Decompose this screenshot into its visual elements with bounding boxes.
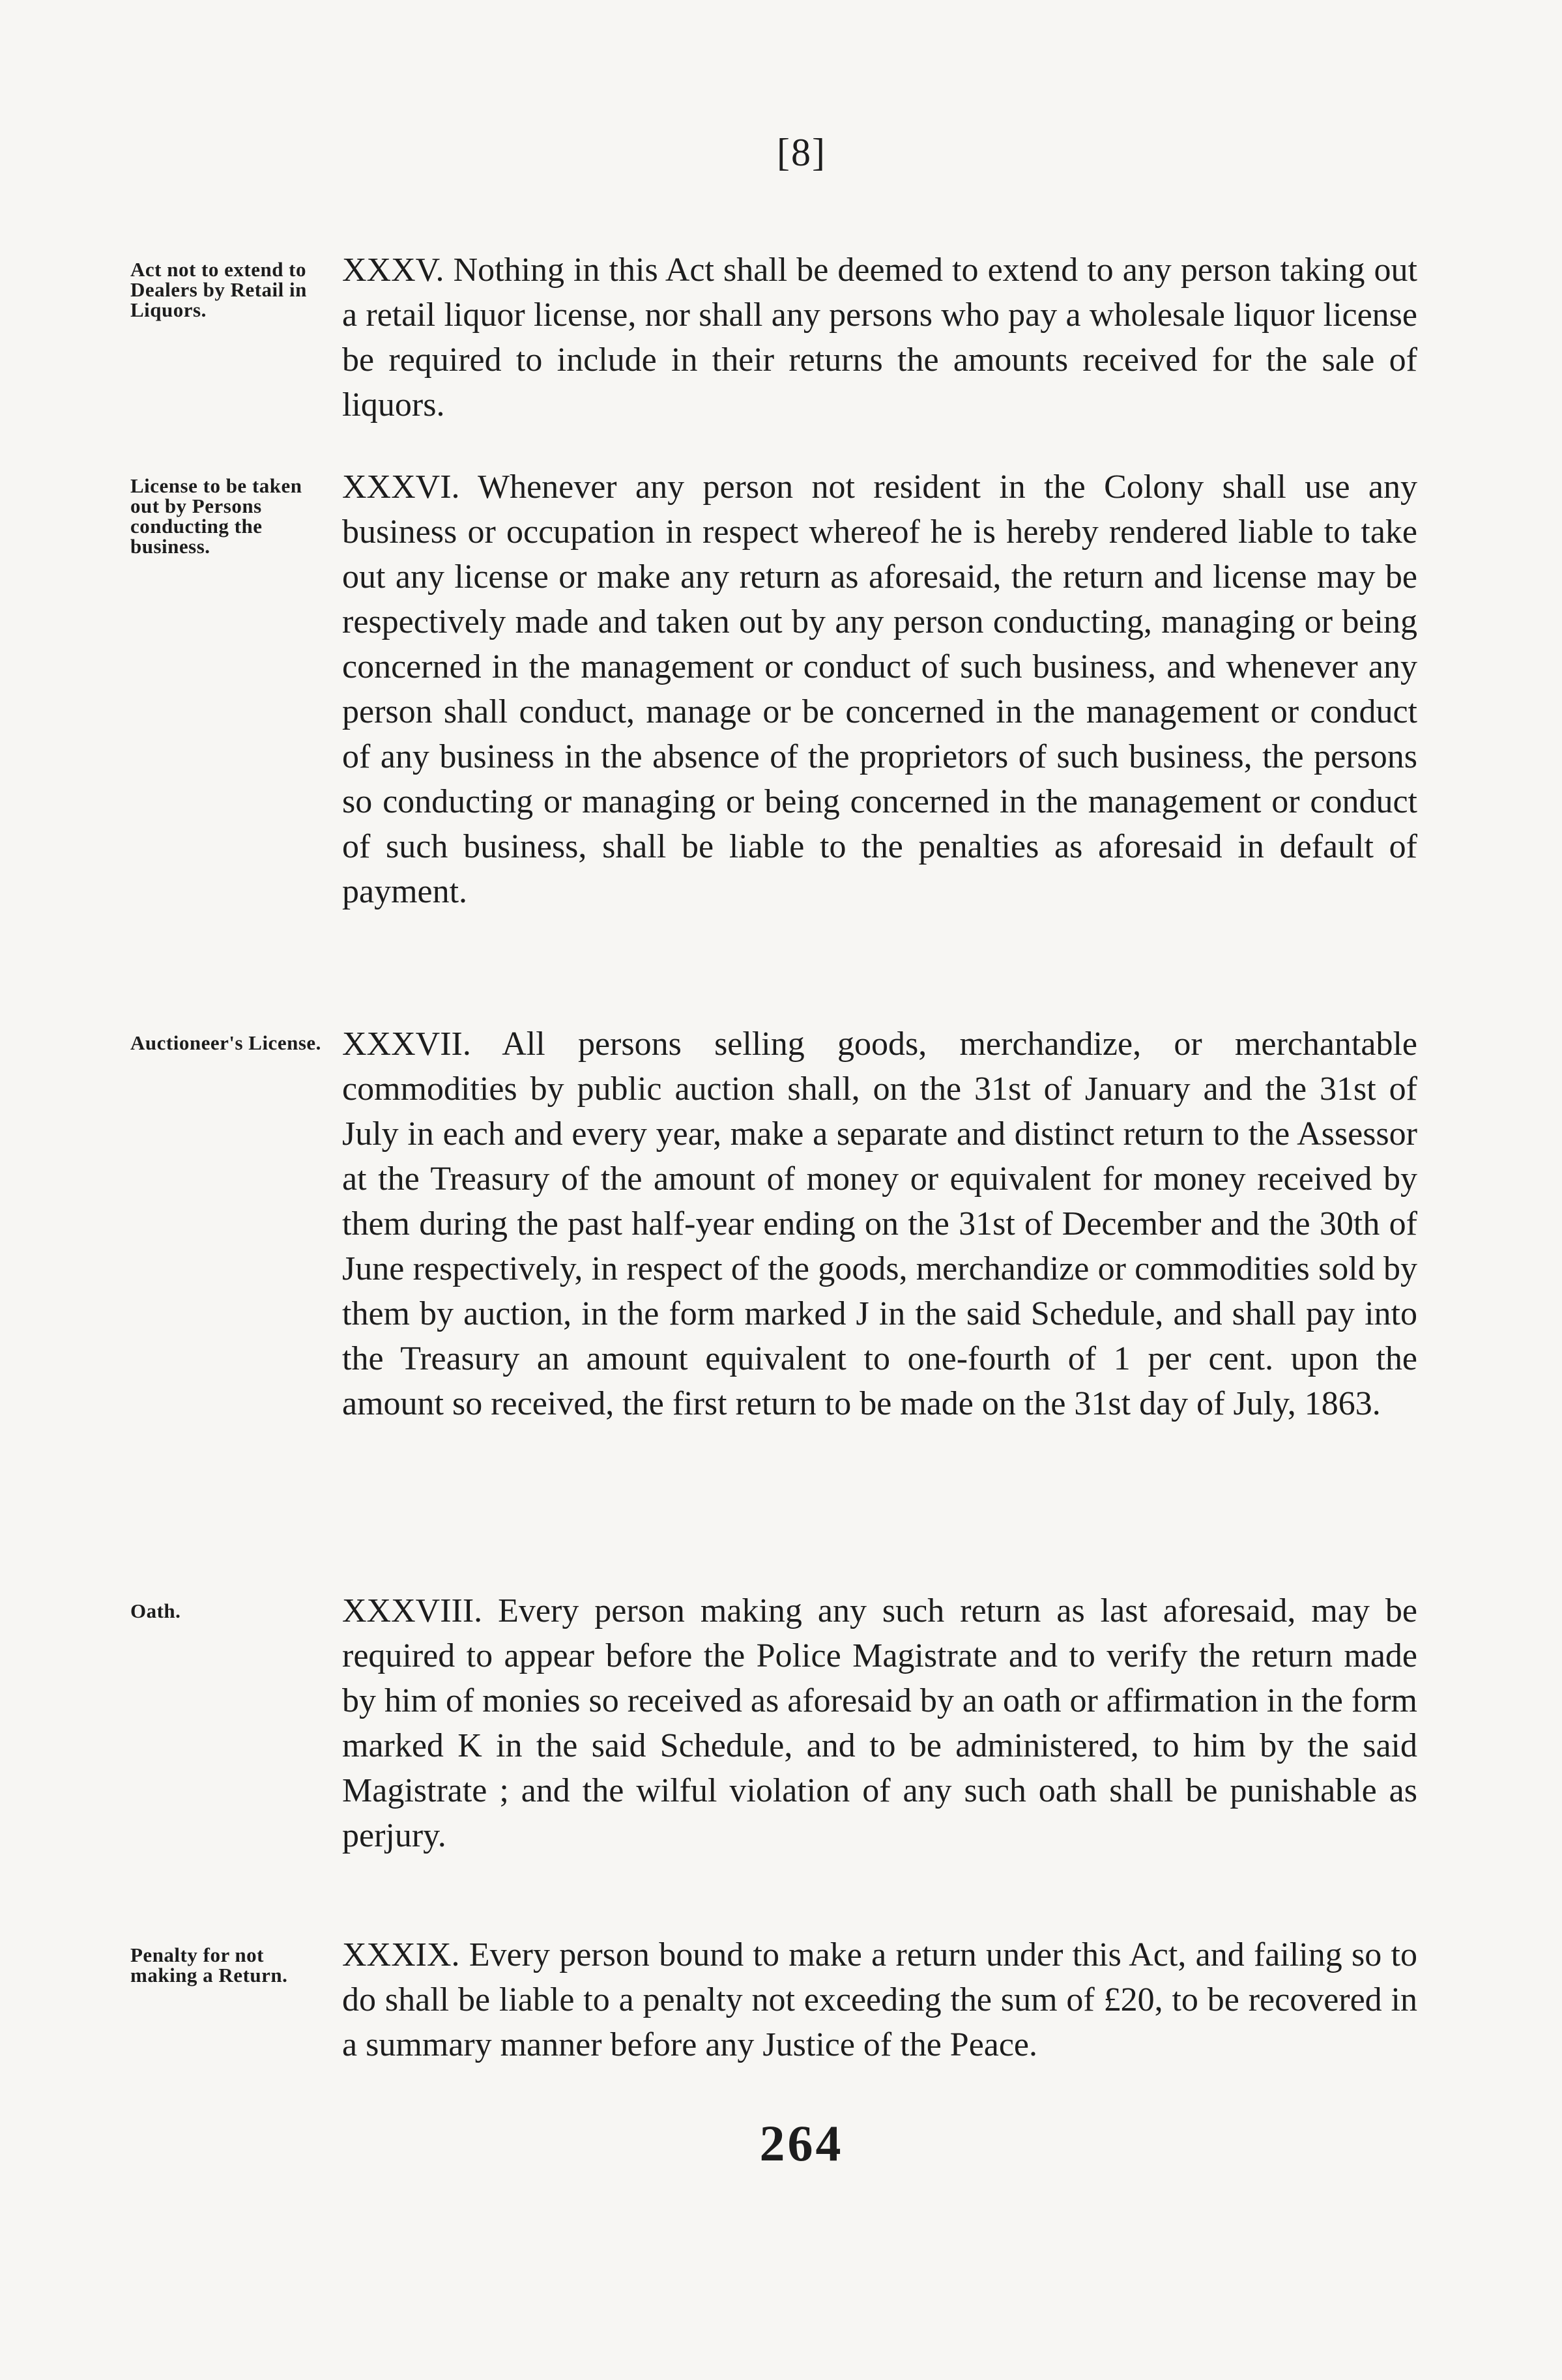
side-note: Act not to extend to Dealers by Retail in Liquors. bbox=[130, 258, 307, 321]
side-note: Auctioneer's License. bbox=[130, 1031, 321, 1054]
section-number: XXXVIII. bbox=[342, 1592, 483, 1629]
section-body bbox=[342, 248, 1417, 427]
section-body bbox=[342, 465, 1417, 914]
section-number: XXXIX. bbox=[342, 1936, 460, 1973]
section-body bbox=[342, 1022, 1417, 1426]
section-text: All persons selling goods, merchandize, or merchantable commodities by public auction shall, on the 31st of January and the 31st of July in each and every year, make a separate and distinct return to the Assessor at the Treasury of the amount of money or equivalent for money received by them during the past half-year ending on the 31st of December and the 30th of June respectively, in respect of the goods, merchandize or commodities sold by them by auction, in the form marked J in the said Schedule, and shall pay into the Treasury an amount equivalent to one-fourth of 1 per cent. upon the amount so received, the first return to be made on the 31st day of July, 1863. bbox=[342, 1025, 1417, 1422]
section-text: Nothing in this Act shall be deemed to extend to any person taking out a retail liquor license, nor shall any persons who pay a wholesale liquor license be required to include in their returns the amounts received for the sale of liquors. bbox=[342, 251, 1417, 423]
section-number: XXXVI. bbox=[342, 468, 460, 506]
side-note: License to be taken out by Persons conducting the business. bbox=[130, 474, 302, 558]
section-body bbox=[342, 1932, 1417, 2067]
page-number: 264 bbox=[759, 2115, 844, 2172]
section-body bbox=[342, 1588, 1417, 1858]
page-header: [8] bbox=[777, 131, 826, 174]
section-text: Whenever any person not resident in the Colony shall use any business or occupation in respect whereof he is hereby rendered liable to take out any license or make any return as aforesaid, the return and license may be respectively made and taken out by any person conducting, managing or being concerned in the management or conduct of such business, and whenever any person shall conduct, manage or be concerned in the management or conduct of any business in the absence of the proprietors of such business, the persons so conducting or managing or being concerned in the management or conduct of such business, shall be liable to the penalties as aforesaid in default of payment. bbox=[342, 468, 1417, 910]
side-note: Penalty for not making a Return. bbox=[130, 1943, 288, 1986]
section-text: Every person bound to make a return under this Act, and failing so to do shall be liable to a penalty not exceeding the sum of £20, to be recovered in a summary manner before any Justice of the Peace. bbox=[342, 1936, 1418, 2063]
side-note: Oath. bbox=[130, 1599, 181, 1622]
section-number: XXXV. bbox=[342, 251, 444, 289]
section-text: Every person making any such return as last aforesaid, may be required to appear before the Police Magistrate and to verify the return made by him of monies so received as aforesaid by an oath or affirmation in the form marked K in the said Schedule, and to be administered, to him by the said Magistrate ; and the wilful violation of any such oath shall be punishable as perjury. bbox=[342, 1592, 1418, 1854]
section-number: XXXVII. bbox=[342, 1025, 471, 1063]
